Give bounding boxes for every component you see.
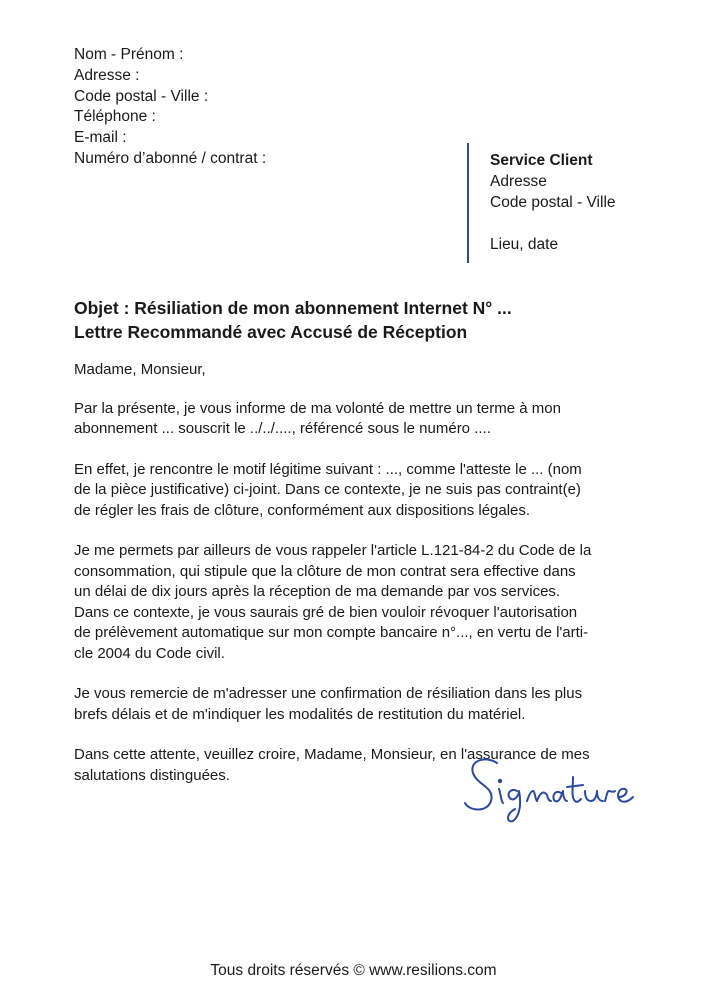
body-line: Je me permets par ailleurs de vous rappeler l'article L.121-84-2 du Code de la: [74, 542, 592, 559]
body-line: de régler les frais de clôture, conformément aux dispositions légales.: [74, 501, 531, 519]
body-line: Dans cette attente, veuillez croire, Madame, Monsieur, en l'assurance de mes: [74, 746, 590, 763]
footer-copyright: Tous droits réservés © www.resilions.com: [210, 962, 497, 979]
signature-image: [455, 745, 645, 825]
paragraph-confirmation: [74, 684, 644, 725]
recipient-name: Service Client: [490, 152, 593, 169]
body-line: salutations distinguées.: [74, 766, 230, 784]
recipient-divider: [467, 143, 469, 263]
recipient-spacer: [490, 213, 616, 234]
body-line: Je vous remercie de m'adresser une confirmation de résiliation dans les plus: [74, 685, 583, 702]
sender-block: [74, 45, 266, 170]
letter-body: [74, 360, 644, 806]
sender-address-line: Adresse :: [74, 66, 140, 84]
greeting: Madame, Monsieur,: [74, 361, 206, 378]
body-line: brefs délais et de m'indiquer les modalités de restitution du matériel.: [74, 705, 526, 723]
body-line: de la pièce justificative) ci-joint. Dans ce contexte, je ne suis pas contraint(e): [74, 481, 581, 498]
body-line: de prélèvement automatique sur mon compte bancaire n°..., en vertu de l'arti-: [74, 624, 589, 641]
registered-letter-line: Lettre Recommandé avec Accusé de Réception: [74, 322, 468, 342]
body-line: consommation, qui stipule que la clôture de mon contrat sera effective dans: [74, 562, 576, 580]
subject-line: Objet : Résiliation de mon abonnement Internet N° ...: [74, 298, 512, 318]
sender-email-line: E-mail :: [74, 129, 127, 147]
sender-contract-line: Numéro d’abonné / contrat :: [74, 149, 267, 167]
body-line: cle 2004 du Code civil.: [74, 644, 225, 662]
paragraph-intent: [74, 399, 644, 440]
place-date: Lieu, date: [490, 236, 559, 253]
sender-city-line: Code postal - Ville :: [74, 87, 209, 105]
recipient-block: [490, 150, 616, 255]
paragraph-motive: [74, 460, 644, 522]
body-line: Dans ce contexte, je vous saurais gré de bien vouloir révoquer l'autorisation: [74, 603, 578, 621]
recipient-city: Code postal - Ville: [490, 194, 616, 211]
paragraph-legal: [74, 541, 644, 664]
sender-phone-line: Téléphone :: [74, 108, 156, 126]
body-line: En effet, je rencontre le motif légitime suivant : ..., comme l'atteste le ... (nom: [74, 460, 582, 478]
body-line: un délai de dix jours après la réception de ma demande par vos services.: [74, 583, 561, 600]
recipient-address: Adresse: [490, 173, 547, 190]
body-line: abonnement ... souscrit le ../../...., référencé sous le numéro ....: [74, 420, 491, 437]
body-line: Par la présente, je vous informe de ma volonté de mettre un terme à mon: [74, 399, 561, 417]
subject-block: [74, 296, 512, 344]
sender-name-line: Nom - Prénom :: [74, 46, 184, 63]
